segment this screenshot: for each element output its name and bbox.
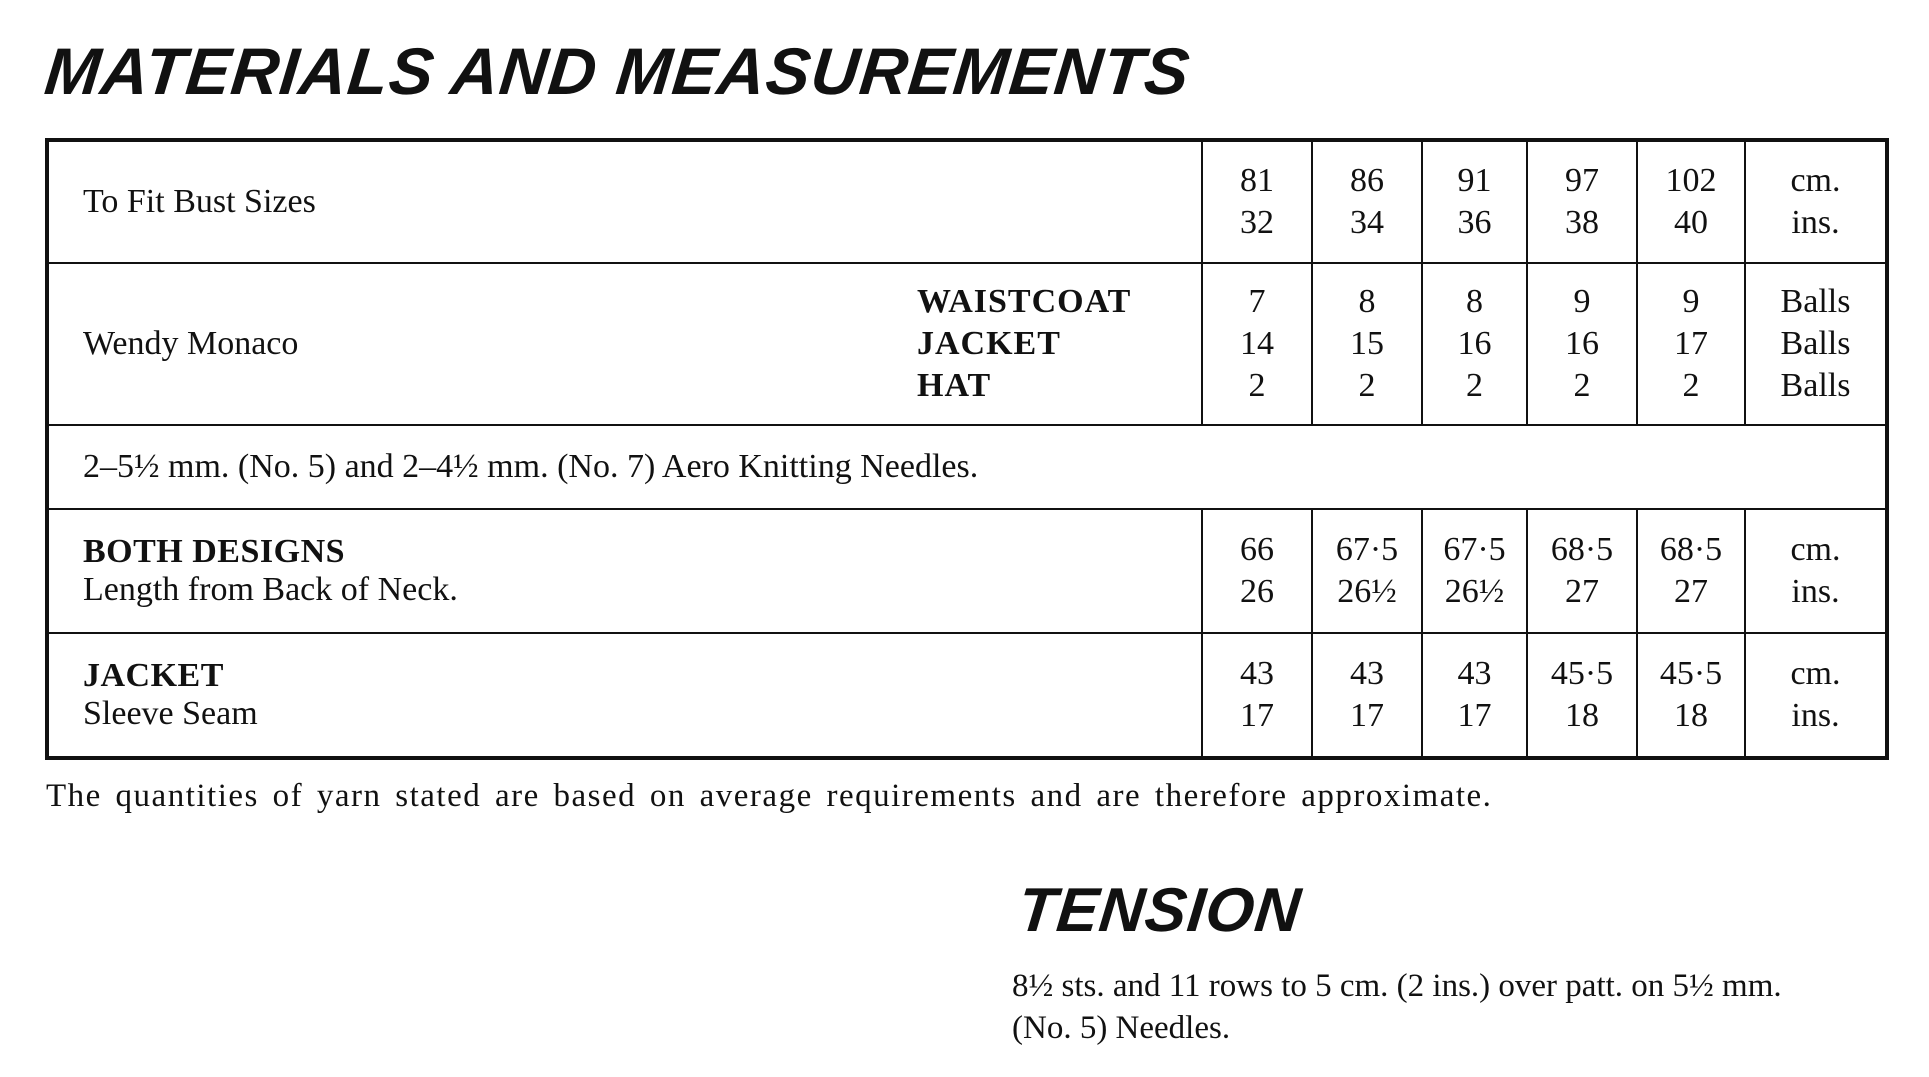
length-ins-value: 26 — [1240, 573, 1274, 610]
sleeve-ins-value: 18 — [1565, 697, 1599, 734]
tension-text — [1012, 965, 1782, 1049]
tension-line-1: 8½ sts. and 11 rows to 5 cm. (2 ins.) over patt. on 5½ mm. — [1012, 968, 1782, 1004]
length-ins-value: 26½ — [1444, 573, 1505, 610]
sleeve-ins-value: 17 — [1240, 697, 1274, 734]
sleeve-label-cell — [47, 633, 1202, 758]
unit-cell — [1745, 633, 1887, 758]
size-cell — [1422, 263, 1527, 425]
needles-text: 2–5½ mm. (No. 5) and 2–4½ mm. (No. 7) Aero Knitting Needles. — [83, 448, 979, 485]
unit-balls: Balls — [1780, 283, 1851, 320]
bust-cm-value: 86 — [1350, 162, 1384, 199]
sleeve-cm-value: 43 — [1350, 655, 1384, 692]
yarn-row — [47, 263, 1887, 425]
size-cell — [1637, 140, 1745, 263]
unit-cm: cm. — [1790, 162, 1841, 199]
garment-hat: HAT — [917, 367, 992, 404]
sleeve-ins-value: 17 — [1457, 697, 1492, 734]
needles-cell — [47, 425, 1887, 509]
bust-label: To Fit Bust Sizes — [83, 183, 316, 220]
size-cell — [1202, 633, 1312, 758]
unit-cm: cm. — [1790, 655, 1841, 692]
sleeve-label: Sleeve Seam — [83, 695, 258, 732]
unit-ins: ins. — [1791, 204, 1840, 241]
sleeve-ins-value: 18 — [1674, 697, 1708, 734]
unit-cm: cm. — [1790, 531, 1841, 568]
length-ins-value: 27 — [1674, 573, 1708, 610]
hat-balls: 2 — [1358, 367, 1376, 404]
bust-ins-value: 36 — [1457, 204, 1492, 241]
needles-row — [47, 425, 1887, 509]
size-cell — [1312, 263, 1422, 425]
hat-balls: 2 — [1682, 367, 1700, 404]
unit-cell — [1745, 509, 1887, 633]
unit-ins: ins. — [1791, 697, 1840, 734]
garment-jacket: JACKET — [917, 325, 1061, 362]
waistcoat-balls: 9 — [1573, 283, 1591, 320]
unit-cell — [1745, 263, 1887, 425]
size-cell — [1527, 633, 1637, 758]
tension-line-2: (No. 5) Needles. — [1012, 1010, 1231, 1046]
size-cell — [1202, 509, 1312, 633]
jacket-balls: 17 — [1674, 325, 1708, 362]
yarn-label: Wendy Monaco — [83, 325, 299, 362]
bust-size-row — [47, 140, 1887, 263]
length-heading: BOTH DESIGNS — [83, 533, 346, 570]
waistcoat-balls: 8 — [1466, 283, 1483, 320]
bust-cm-value: 102 — [1665, 162, 1717, 199]
jacket-balls: 16 — [1457, 325, 1492, 362]
size-cell — [1202, 263, 1312, 425]
length-cm-value: 67·5 — [1335, 531, 1399, 568]
sleeve-cm-value: 45·5 — [1550, 655, 1614, 692]
length-cm-value: 68·5 — [1659, 531, 1723, 568]
sleeve-cm-value: 43 — [1457, 655, 1492, 692]
garment-list — [917, 281, 1131, 407]
size-cell — [1637, 263, 1745, 425]
yarn-label-cell — [47, 263, 1202, 425]
length-ins-value: 26½ — [1337, 573, 1397, 610]
bust-cm-value: 91 — [1457, 162, 1492, 199]
bust-label-cell — [47, 140, 1202, 263]
size-cell — [1422, 140, 1527, 263]
size-cell — [1422, 509, 1527, 633]
sleeve-cm-value: 45·5 — [1659, 655, 1723, 692]
materials-table — [45, 138, 1889, 760]
length-label-cell — [47, 509, 1202, 633]
size-cell — [1312, 140, 1422, 263]
hat-balls: 2 — [1248, 367, 1266, 404]
unit-balls: Balls — [1780, 325, 1851, 362]
waistcoat-balls: 8 — [1358, 283, 1376, 320]
bust-cm-value: 81 — [1240, 162, 1274, 199]
length-cm-value: 66 — [1240, 531, 1274, 568]
bust-ins-value: 38 — [1565, 204, 1599, 241]
waistcoat-balls: 7 — [1248, 283, 1266, 320]
unit-cell — [1745, 140, 1887, 263]
length-cm-value: 67·5 — [1443, 531, 1506, 568]
length-ins-value: 27 — [1565, 573, 1599, 610]
bust-ins-value: 34 — [1350, 204, 1384, 241]
bust-ins-value: 40 — [1674, 204, 1708, 241]
page-title: MATERIALS AND MEASUREMENTS — [41, 34, 1194, 108]
jacket-balls: 15 — [1350, 325, 1384, 362]
bust-cm-value: 97 — [1565, 162, 1599, 199]
size-cell — [1527, 509, 1637, 633]
size-cell — [1422, 633, 1527, 758]
size-cell — [1527, 140, 1637, 263]
sleeve-row — [47, 633, 1887, 758]
jacket-balls: 14 — [1240, 325, 1274, 362]
bust-ins-value: 32 — [1240, 204, 1274, 241]
sleeve-heading: JACKET — [83, 657, 224, 694]
length-label: Length from Back of Neck. — [83, 571, 458, 608]
yarn-quantity-note: The quantities of yarn stated are based on average requirements and are therefore approximate. — [46, 778, 1493, 814]
garment-waistcoat: WAISTCOAT — [917, 283, 1132, 320]
tension-heading: TENSION — [1014, 876, 1305, 945]
hat-balls: 2 — [1466, 367, 1483, 404]
hat-balls: 2 — [1573, 367, 1591, 404]
jacket-balls: 16 — [1565, 325, 1599, 362]
size-cell — [1312, 509, 1422, 633]
sleeve-cm-value: 43 — [1240, 655, 1274, 692]
waistcoat-balls: 9 — [1682, 283, 1700, 320]
unit-ins: ins. — [1791, 573, 1840, 610]
size-cell — [1527, 263, 1637, 425]
size-cell — [1202, 140, 1312, 263]
length-cm-value: 68·5 — [1550, 531, 1614, 568]
size-cell — [1637, 509, 1745, 633]
length-row — [47, 509, 1887, 633]
unit-balls: Balls — [1780, 367, 1851, 404]
size-cell — [1312, 633, 1422, 758]
size-cell — [1637, 633, 1745, 758]
sleeve-ins-value: 17 — [1350, 697, 1384, 734]
